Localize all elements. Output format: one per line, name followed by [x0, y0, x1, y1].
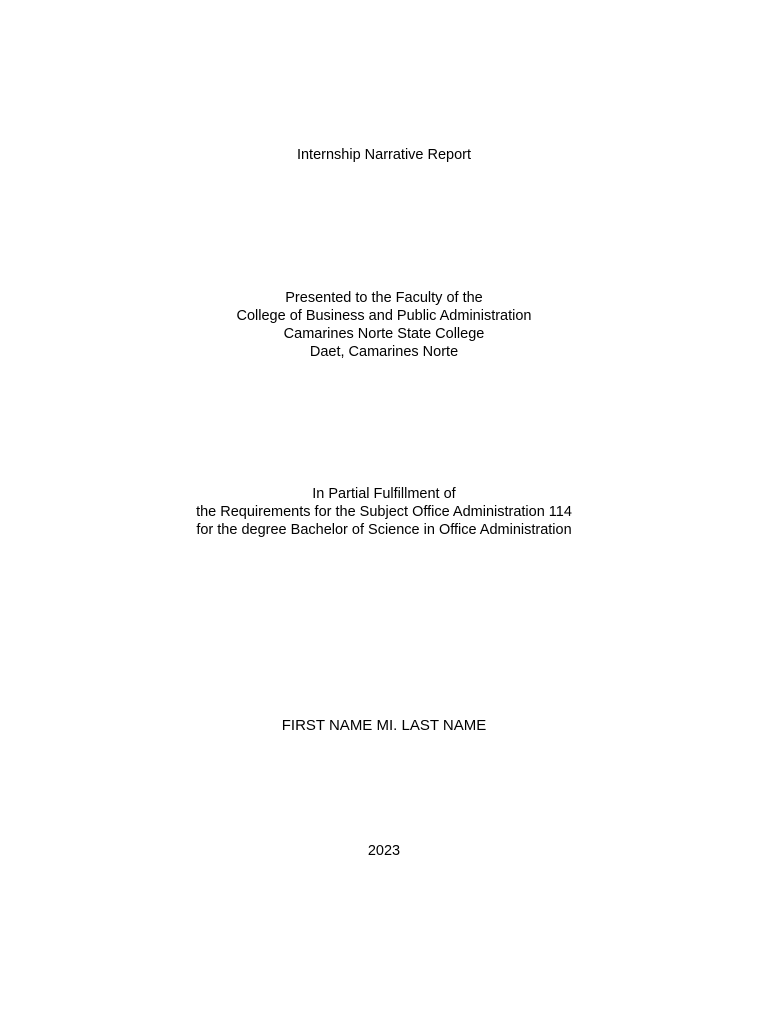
year-section: [0, 842, 768, 860]
year-text: 2023: [367, 843, 401, 859]
fulfillment-line: In Partial Fulfillment of: [312, 486, 456, 502]
requirements-line: the Requirements for the Subject Office Administration 114: [196, 504, 572, 520]
presented-to-section: [0, 289, 768, 361]
author-name: FIRST NAME MI. LAST NAME: [281, 717, 487, 734]
fulfillment-section: [0, 485, 768, 539]
author-section: [0, 717, 768, 735]
report-title: [0, 146, 768, 164]
report-title-text: Internship Narrative Report: [296, 147, 472, 163]
college-line: College of Business and Public Administration: [236, 308, 532, 324]
degree-line: for the degree Bachelor of Science in Office Administration: [196, 522, 572, 538]
institution-line: Camarines Norte State College: [283, 326, 485, 342]
presented-line: Presented to the Faculty of the: [285, 290, 483, 306]
location-line: Daet, Camarines Norte: [309, 344, 459, 360]
